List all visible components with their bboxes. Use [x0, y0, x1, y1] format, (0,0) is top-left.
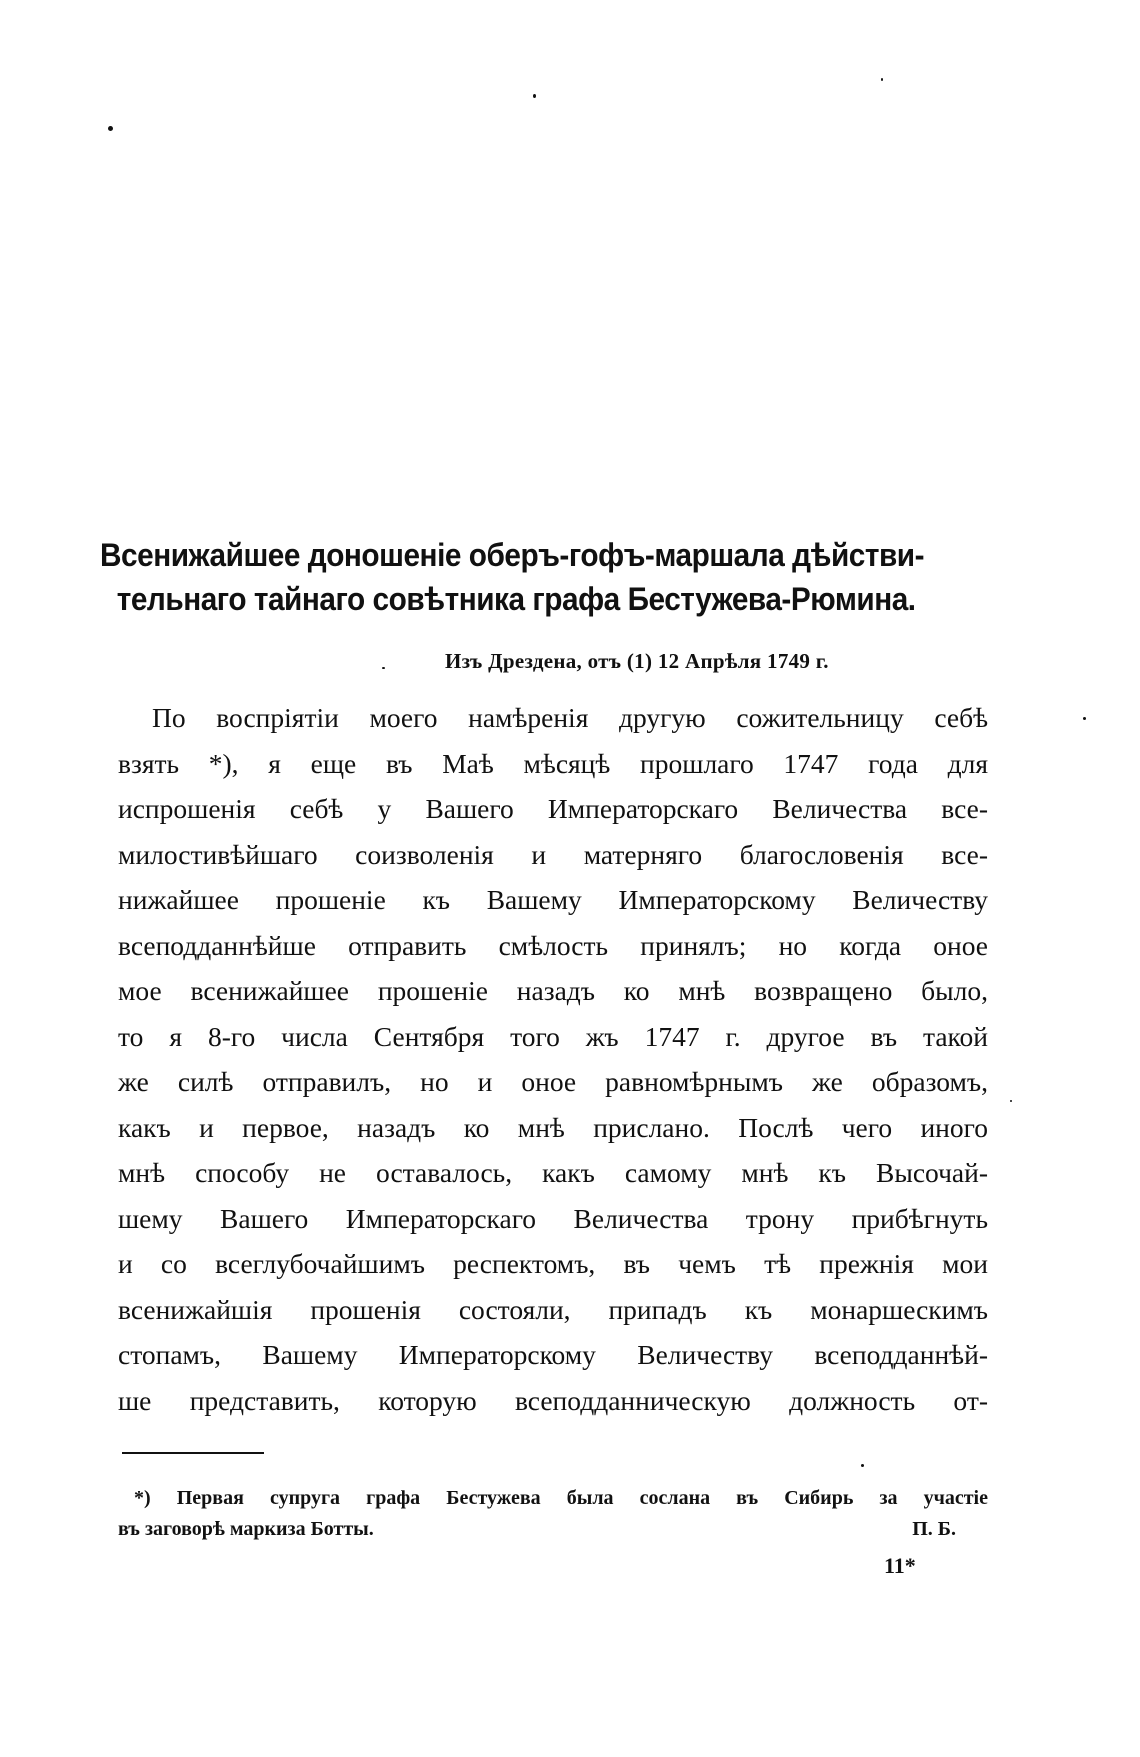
body-line: По воспріятіи моего намѣренія другую сожительницу себѣ	[152, 702, 988, 733]
body-line: то я 8-го числа Сентября того жъ 1747 г. другое въ такой	[118, 1020, 988, 1052]
scan-speck	[533, 94, 536, 98]
body-line: всеподданнѣйше отправить смѣлость принялъ; но когда оное	[118, 929, 988, 961]
footnote-line-with-signature	[118, 1514, 988, 1545]
body-line: мое всенижайшее прошеніе назадъ ко мнѣ возвращено было,	[118, 975, 988, 1006]
footnote-line: *) Первая супруга графа Бестужева была сослана въ Сибирь за участіе	[134, 1487, 988, 1509]
scan-speck	[382, 667, 385, 669]
footnote-signature: П. Б.	[912, 1518, 956, 1540]
body-line: нижайшее прошеніе къ Вашему Императорскому Величеству	[118, 884, 988, 915]
body-line: мнѣ способу не оставалось, какъ самому мнѣ къ Высочай-	[118, 1157, 988, 1188]
body-line: милостивѣйшаго соизволенія и матерняго благословенія все-	[118, 838, 988, 870]
scan-speck	[1083, 717, 1086, 720]
footnote-divider	[122, 1452, 264, 1454]
body-line: взять *), я еще въ Маѣ мѣсяцѣ прошлаго 1747 года для	[118, 747, 988, 779]
body-line: стопамъ, Вашему Императорскому Величеству всеподданнѣй-	[118, 1339, 988, 1370]
body-line: всенижайшія прошенія состояли, припадъ къ монаршескимъ	[118, 1293, 988, 1325]
body-line: испрошенія себѣ у Вашего Императорскаго Величества все-	[118, 793, 988, 824]
document-title	[100, 533, 1000, 621]
scan-speck	[861, 1464, 864, 1467]
body-text	[118, 695, 988, 1423]
body-line: какъ и первое, назадъ ко мнѣ прислано. Послѣ чего иного	[118, 1111, 988, 1143]
scan-speck	[881, 78, 883, 81]
scan-speck	[1010, 1100, 1012, 1102]
footnote	[118, 1483, 988, 1545]
body-line: шему Вашего Императорскаго Величества трону прибѣгнуть	[118, 1202, 988, 1234]
scan-speck	[108, 126, 113, 131]
body-line: и со всеглубочайшимъ респектомъ, въ чемъ тѣ прежнія мои	[118, 1248, 988, 1279]
body-line: ше представить, которую всеподданническую должность от-	[118, 1384, 988, 1416]
dateline: Изъ Дрездена, отъ (1) 12 Апрѣля 1749 г.	[445, 649, 829, 673]
title-line: тельнаго тайнаго совѣтника графа Бестужева-Рюмина.	[116, 581, 916, 617]
body-line: же силѣ отправилъ, но и оное равномѣрнымъ же образомъ,	[118, 1066, 988, 1097]
page-number: 11*	[884, 1553, 916, 1578]
title-line: Всенижайшее доношеніе оберъ-гофъ-маршала дѣйстви-	[100, 537, 925, 573]
footnote-line: въ заговорѣ маркиза Ботты.	[118, 1518, 374, 1540]
